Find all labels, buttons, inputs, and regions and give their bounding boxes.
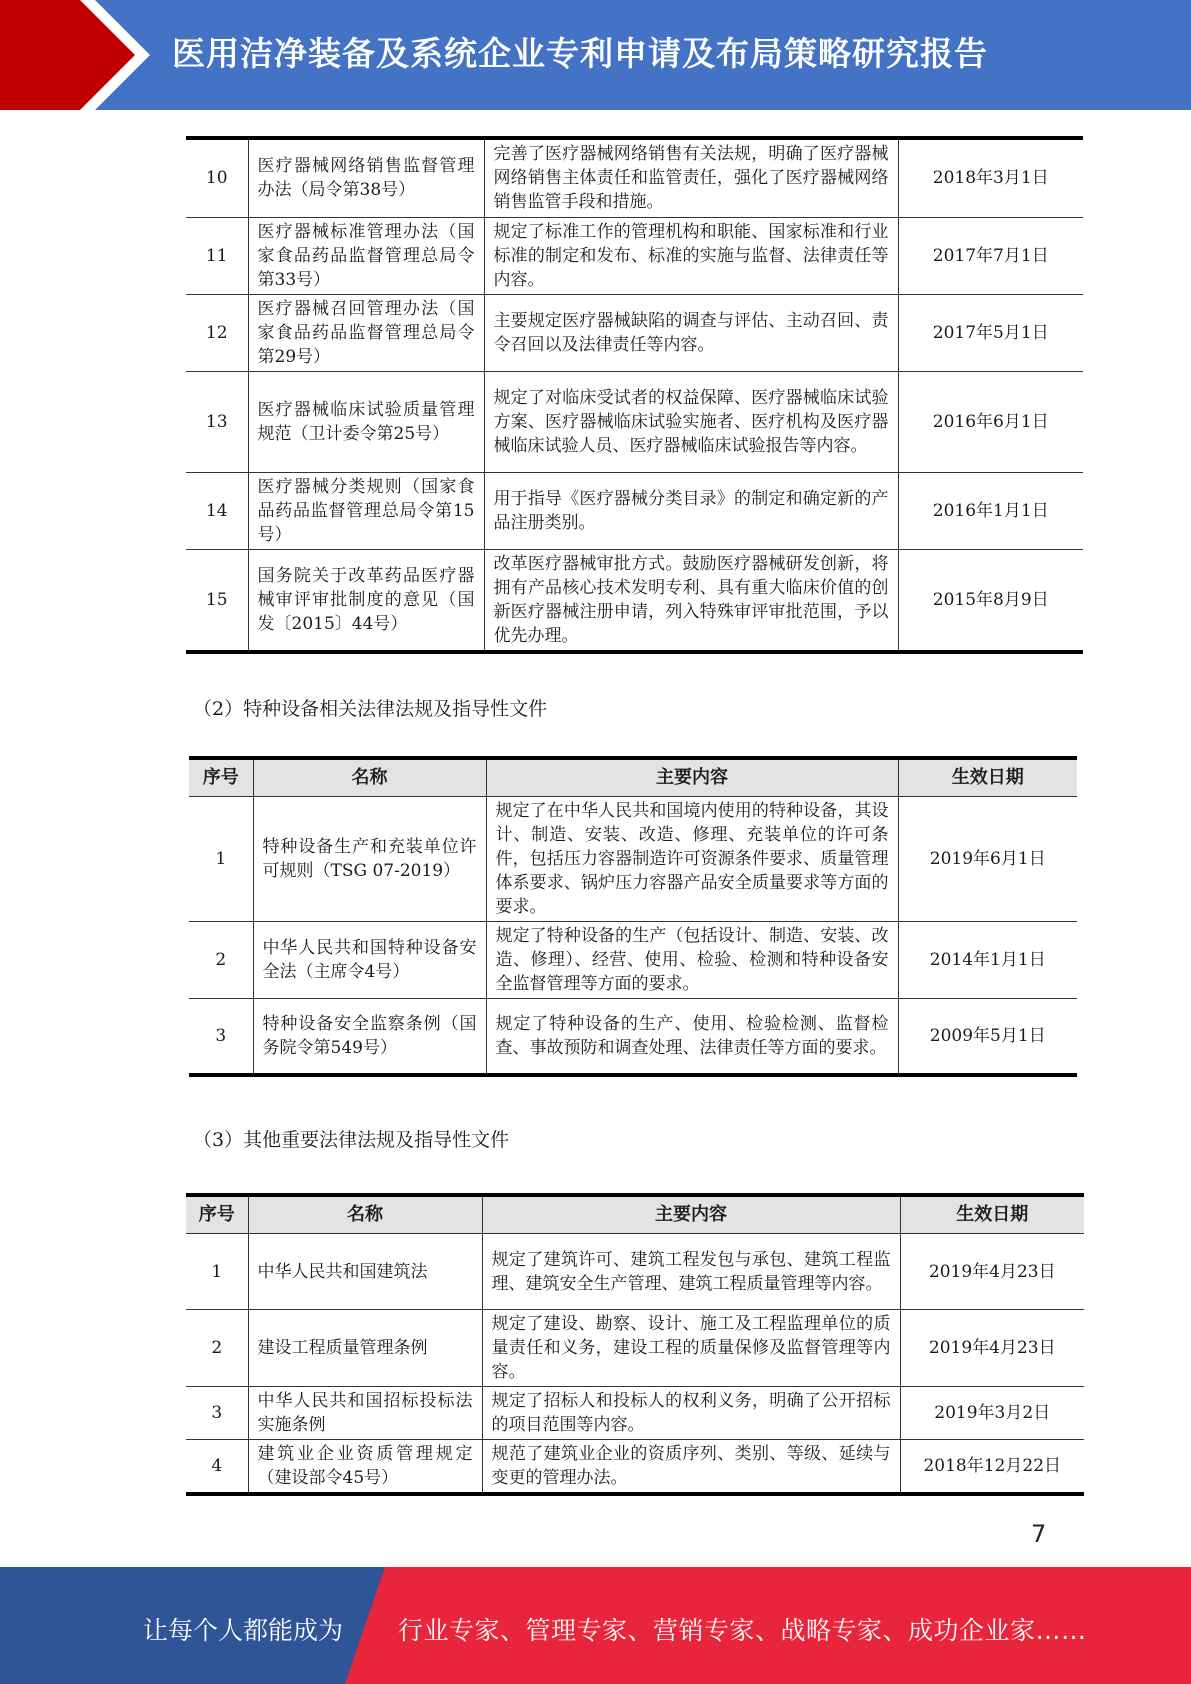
table-row bbox=[189, 922, 1077, 999]
regulation-content: 规定了特种设备的生产（包括设计、制造、安装、改造、修理）、经营、使用、检验、检测和特种设备安全监督管理等方面的要求。 bbox=[486, 922, 898, 999]
table-header-row bbox=[186, 1195, 1084, 1234]
footer-slogan-left: 让每个人都能成为 bbox=[143, 1616, 344, 1645]
table-row bbox=[186, 294, 1083, 371]
row-number: 1 bbox=[189, 797, 253, 922]
table-header-row bbox=[189, 758, 1077, 797]
effective-date: 2019年6月1日 bbox=[898, 797, 1077, 922]
regulation-content: 规范了建筑业企业的资质序列、类别、等级、延续与变更的管理办法。 bbox=[482, 1440, 900, 1495]
regulation-content: 规定了对临床受试者的权益保障、医疗器械临床试验方案、医疗器械临床试验实施者、医疗机构及医疗器械临床试验人员、医疗器械临床试验报告等内容。 bbox=[484, 371, 898, 472]
column-header-content: 主要内容 bbox=[486, 758, 898, 797]
table-row bbox=[186, 371, 1083, 472]
table-row bbox=[189, 797, 1077, 922]
row-number: 3 bbox=[186, 1387, 248, 1440]
regulation-name: 特种设备安全监察条例（国务院令第549号） bbox=[253, 999, 486, 1075]
regulation-content: 改革医疗器械审批方式。鼓励医疗器械研发创新，将拥有产品核心技术发明专利、具有重大临床价值的创新医疗器械注册申请，列入特殊审评审批范围，予以优先办理。 bbox=[484, 549, 898, 652]
row-number: 3 bbox=[189, 999, 253, 1075]
other-regulations-table bbox=[186, 1193, 1084, 1496]
page-footer bbox=[0, 1567, 1191, 1684]
regulation-name: 医疗器械网络销售监督管理办法（局令第38号） bbox=[248, 138, 484, 217]
report-title: 医用洁净装备及系统企业专利申请及布局策略研究报告 bbox=[172, 34, 988, 73]
regulation-content: 主要规定医疗器械缺陷的调查与评估、主动召回、责令召回以及法律责任等内容。 bbox=[484, 294, 898, 371]
column-header-date: 生效日期 bbox=[900, 1195, 1084, 1234]
regulation-name: 国务院关于改革药品医疗器械审评审批制度的意见（国发〔2015〕44号） bbox=[248, 549, 484, 652]
medical-device-regulations-table bbox=[186, 136, 1083, 654]
page-header bbox=[0, 0, 1191, 110]
regulation-content: 规定了标准工作的管理机构和职能、国家标准和行业标准的制定和发布、标准的实施与监督、法律责任等内容。 bbox=[484, 217, 898, 294]
effective-date: 2017年5月1日 bbox=[898, 294, 1083, 371]
regulation-content: 完善了医疗器械网络销售有关法规，明确了医疗器械网络销售主体责任和监管责任，强化了医疗器械网络销售监管手段和措施。 bbox=[484, 138, 898, 217]
regulation-content: 规定了特种设备的生产、使用、检验检测、监督检查、事故预防和调查处理、法律责任等方面的要求。 bbox=[486, 999, 898, 1075]
section-heading: （2）特种设备相关法律法规及指导性文件 bbox=[193, 698, 548, 720]
table-row bbox=[186, 1310, 1084, 1387]
table-row bbox=[189, 999, 1077, 1075]
regulation-content: 规定了建设、勘察、设计、施工及工程监理单位的质量责任和义务，建设工程的质量保修及监督管理等内容。 bbox=[482, 1310, 900, 1387]
effective-date: 2016年6月1日 bbox=[898, 371, 1083, 472]
table-row bbox=[186, 1440, 1084, 1495]
table-row bbox=[186, 1387, 1084, 1440]
effective-date: 2018年12月22日 bbox=[900, 1440, 1084, 1495]
column-header-name: 名称 bbox=[248, 1195, 482, 1234]
row-number: 4 bbox=[186, 1440, 248, 1495]
regulation-content: 用于指导《医疗器械分类目录》的制定和确定新的产品注册类别。 bbox=[484, 472, 898, 549]
table-row bbox=[186, 472, 1083, 549]
footer-slogan-right: 行业专家、管理专家、营销专家、战略专家、成功企业家…… bbox=[398, 1616, 1087, 1645]
row-number: 15 bbox=[186, 549, 248, 652]
row-number: 13 bbox=[186, 371, 248, 472]
regulation-name: 医疗器械标准管理办法（国家食品药品监督管理总局令第33号） bbox=[248, 217, 484, 294]
special-equipment-regulations-table bbox=[189, 756, 1077, 1077]
regulation-name: 医疗器械临床试验质量管理规范（卫计委令第25号） bbox=[248, 371, 484, 472]
regulation-name: 中华人民共和国建筑法 bbox=[248, 1234, 482, 1310]
column-header-content: 主要内容 bbox=[482, 1195, 900, 1234]
effective-date: 2016年1月1日 bbox=[898, 472, 1083, 549]
header-arrow-decoration bbox=[0, 0, 150, 110]
effective-date: 2018年3月1日 bbox=[898, 138, 1083, 217]
regulation-content: 规定了在中华人民共和国境内使用的特种设备，其设计、制造、安装、改造、修理、充装单位的许可条件，包括压力容器制造许可资源条件要求、质量管理体系要求、锅炉压力容器产品安全质量要求等方面的要求。 bbox=[486, 797, 898, 922]
row-number: 11 bbox=[186, 217, 248, 294]
row-number: 2 bbox=[186, 1310, 248, 1387]
regulation-name: 特种设备生产和充装单位许可规则（TSG 07-2019） bbox=[253, 797, 486, 922]
row-number: 12 bbox=[186, 294, 248, 371]
page-number: 7 bbox=[1031, 1520, 1047, 1548]
table-row bbox=[186, 217, 1083, 294]
effective-date: 2019年3月2日 bbox=[900, 1387, 1084, 1440]
effective-date: 2017年7月1日 bbox=[898, 217, 1083, 294]
regulation-name: 建筑业企业资质管理规定（建设部令45号） bbox=[248, 1440, 482, 1495]
column-header-name: 名称 bbox=[253, 758, 486, 797]
section-heading: （3）其他重要法律法规及指导性文件 bbox=[193, 1129, 510, 1151]
regulation-name: 医疗器械分类规则（国家食品药品监督管理总局令第15号） bbox=[248, 472, 484, 549]
regulation-name: 建设工程质量管理条例 bbox=[248, 1310, 482, 1387]
regulation-name: 中华人民共和国特种设备安全法（主席令4号） bbox=[253, 922, 486, 999]
effective-date: 2019年4月23日 bbox=[900, 1234, 1084, 1310]
row-number: 14 bbox=[186, 472, 248, 549]
effective-date: 2015年8月9日 bbox=[898, 549, 1083, 652]
column-header-date: 生效日期 bbox=[898, 758, 1077, 797]
row-number: 10 bbox=[186, 138, 248, 217]
regulation-name: 医疗器械召回管理办法（国家食品药品监督管理总局令第29号） bbox=[248, 294, 484, 371]
regulation-name: 中华人民共和国招标投标法实施条例 bbox=[248, 1387, 482, 1440]
table-row bbox=[186, 549, 1083, 652]
row-number: 1 bbox=[186, 1234, 248, 1310]
column-header-number: 序号 bbox=[186, 1195, 248, 1234]
regulation-content: 规定了建筑许可、建筑工程发包与承包、建筑工程监理、建筑安全生产管理、建筑工程质量管理等内容。 bbox=[482, 1234, 900, 1310]
effective-date: 2009年5月1日 bbox=[898, 999, 1077, 1075]
effective-date: 2019年4月23日 bbox=[900, 1310, 1084, 1387]
column-header-number: 序号 bbox=[189, 758, 253, 797]
table-row bbox=[186, 1234, 1084, 1310]
table-row bbox=[186, 138, 1083, 217]
effective-date: 2014年1月1日 bbox=[898, 922, 1077, 999]
row-number: 2 bbox=[189, 922, 253, 999]
regulation-content: 规定了招标人和投标人的权利义务，明确了公开招标的项目范围等内容。 bbox=[482, 1387, 900, 1440]
